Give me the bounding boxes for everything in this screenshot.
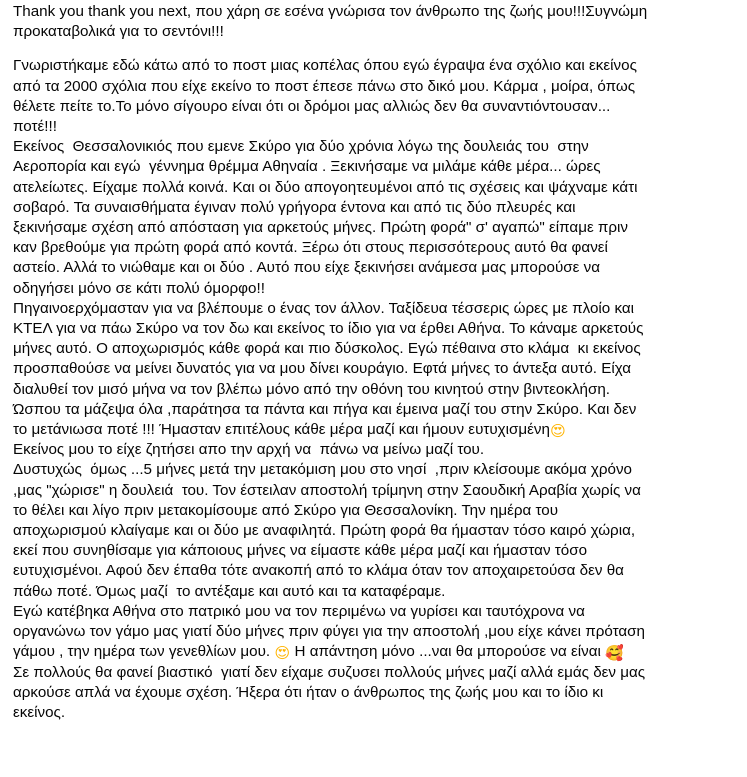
body-line: σοβαρό. Τα συναισθήματα έγιναν πολύ γρήγορα έντονα και από τις δύο πλευρές και bbox=[13, 198, 576, 216]
body-line-with-emoji bbox=[13, 642, 743, 662]
smiling-hearts-emoji-icon: 🥰 bbox=[605, 644, 624, 663]
intro-line: προκαταβολικά για το σεντόνι!!! bbox=[13, 23, 224, 41]
body-line-text: Η απάντηση μόνο ...ναι θα μπορούσε να είναι bbox=[290, 643, 606, 661]
heart-eyes-emoji-icon: 😍 bbox=[550, 422, 566, 441]
post-intro bbox=[13, 2, 743, 42]
body-line: Αεροπορία και εγώ γέννημα θρέμμα Αθηναία . Ξεκινήσαμε να μιλάμε κάθε μέρα... ώρες bbox=[13, 158, 601, 176]
body-line: οργανώνω τον γάμο μας γιατί δύο μήνες πριν φύγει για την αποστολή ,μου είχε κάνει πρόταση bbox=[13, 623, 645, 641]
body-line: Εκείνος Θεσσαλονικιός που εμενε Σκύρο για δύο χρόνια λόγω της δουλειάς του στην bbox=[13, 138, 589, 156]
heart-eyes-emoji-icon: 😍 bbox=[274, 644, 291, 663]
body-line: ξεκινήσαμε σχέση από απόσταση για αρκετούς μήνες. Πρώτη φορά" σ' αγαπώ" είπαμε πριν bbox=[13, 219, 629, 237]
body-line: Δυστυχώς όμως ...5 μήνες μετά την μετακόμιση μου στο νησί ,πριν κλείσουμε ακόμα χρόνο bbox=[13, 461, 632, 479]
post-body bbox=[13, 56, 743, 723]
body-line-text: το μετάνιωσα ποτέ !!! Ήμασταν επιτέλους κάθε μέρα μαζί και ήμουν ευτυχισμένη bbox=[13, 421, 550, 439]
body-line: προσπαθούσε να μείνει δυνατός για να μου δίνει κουράγιο. Εφτά μήνες το άντεξα αυτό. Είχα bbox=[13, 360, 632, 378]
body-line: μήνες αυτό. Ο αποχωρισμός κάθε φορά και πιο δύσκολος. Εγώ πέθαινα στο κλάμα κι εκείνος bbox=[13, 340, 641, 358]
body-line: Πηγαινοερχόμασταν για να βλέπουμε ο ένας τον άλλον. Ταξίδευα τέσσερις ώρες με πλοίο και bbox=[13, 299, 635, 317]
body-line-text: γάμου , την ημέρα των γενεθλίων μου. bbox=[13, 643, 275, 661]
body-line: ΚΤΕΛ για να πάω Σκύρο να τον δω και εκείνος το ίδιο για να έρθει Αθήνα. Το κάναμε αρκετούς bbox=[13, 320, 644, 338]
body-line: αρκούσε απλά να έχουμε σχέση. Ήξερα ότι ήταν ο άνθρωπος της ζωής μου και το ίδιο κι bbox=[13, 683, 604, 701]
body-line: ατελείωτες. Είχαμε πολλά κοινά. Και οι δύο απογοητευμένοι από τις σχέσεις και ψάχναμε κάτι bbox=[13, 178, 638, 196]
body-line: αποχωρισμού κλαίγαμε και οι δύο με αναφιλητά. Πρώτη φορά θα ήμασταν τόσο καιρό χώρια, bbox=[13, 522, 636, 540]
body-line: εκείνος. bbox=[13, 703, 66, 721]
post-text bbox=[13, 2, 743, 723]
body-line: Εκείνος μου το είχε ζητήσει απο την αρχή να πάνω να μείνω μαζί του. bbox=[13, 441, 485, 459]
body-line: διαλυθεί τον μισό μήνα να τον βλέπω μόνο από την οθόνη του κινητού στην βιντεοκλήση. bbox=[13, 380, 611, 398]
body-line: Σε πολλούς θα φανεί βιαστικό γιατί δεν είχαμε συζυσει πολλούς μήνες μαζί αλλά εμάς δεν μας bbox=[13, 663, 646, 681]
body-line: ποτέ!!! bbox=[13, 118, 57, 136]
body-line: εκεί που συνηθίσαμε για κάποιους μήνες να είμαστε κάθε μέρα μαζί και ήμασταν τόσο bbox=[13, 542, 588, 560]
body-line: Γνωριστήκαμε εδώ κάτω από το ποστ μιας κοπέλας όπου εγώ έγραψα ένα σχόλιο και εκείνος bbox=[13, 57, 637, 75]
body-line: ,μας "χώρισε" η δουλειά του. Τον έστειλαν αποστολή τρίμηνη στην Σαουδική Αραβία χωρίς να bbox=[13, 481, 641, 499]
body-line: πάθω ποτέ. Όμως μαζί το αντέξαμε και αυτό και τα καταφέραμε. bbox=[13, 582, 446, 600]
body-line: καν βρεθούμε για πρώτη φορά από κοντά. Ξέρω ότι στους περισσότερους αυτό θα φανεί bbox=[13, 239, 608, 257]
body-line: το θέλει και λίγο πριν μετακομίσουμε από Σκύρο για Θεσσαλονίκη. Την ημέρα του bbox=[13, 501, 559, 519]
body-line: αστείο. Αλλά το νιώθαμε και οι δύο . Αυτό που είχε ξεκινήσει ανάμεσα μας μπορούσε να bbox=[13, 259, 600, 277]
body-line: Ώσπου τα μάζεψα όλα ,παράτησα τα πάντα και πήγα και έμεινα μαζί του στην Σκύρο. Και δεν bbox=[13, 400, 637, 418]
body-line: ευτυχισμένοι. Αφού δεν έπαθα τότε ανακοπή από το κλάμα όταν τον αποχαιρετούσα δεν θα bbox=[13, 562, 624, 580]
body-line: θέλετε πείτε το.Το μόνο σίγουρο είναι ότι οι δρόμοι μας αλλιώς δεν θα συναντιόντουσαν... bbox=[13, 97, 611, 115]
intro-line: Thank you thank you next, που χάρη σε εσένα γνώρισα τον άνθρωπο της ζωής μου!!!Συγνώμη bbox=[13, 3, 648, 20]
body-line: Εγώ κατέβηκα Αθήνα στο πατρικό μου να τον περιμένω να γυρίσει και ταυτόχρονα να bbox=[13, 602, 585, 620]
body-line: οδηγήσει μόνο σε κάτι πολύ όμορφο!! bbox=[13, 279, 265, 297]
body-line-with-emoji bbox=[13, 420, 743, 440]
body-line: από τα 2000 σχόλια που είχε εκείνο το ποστ έπεσε πάνω στο δικό μου. Κάρμα , μοίρα, όπως bbox=[13, 77, 636, 95]
